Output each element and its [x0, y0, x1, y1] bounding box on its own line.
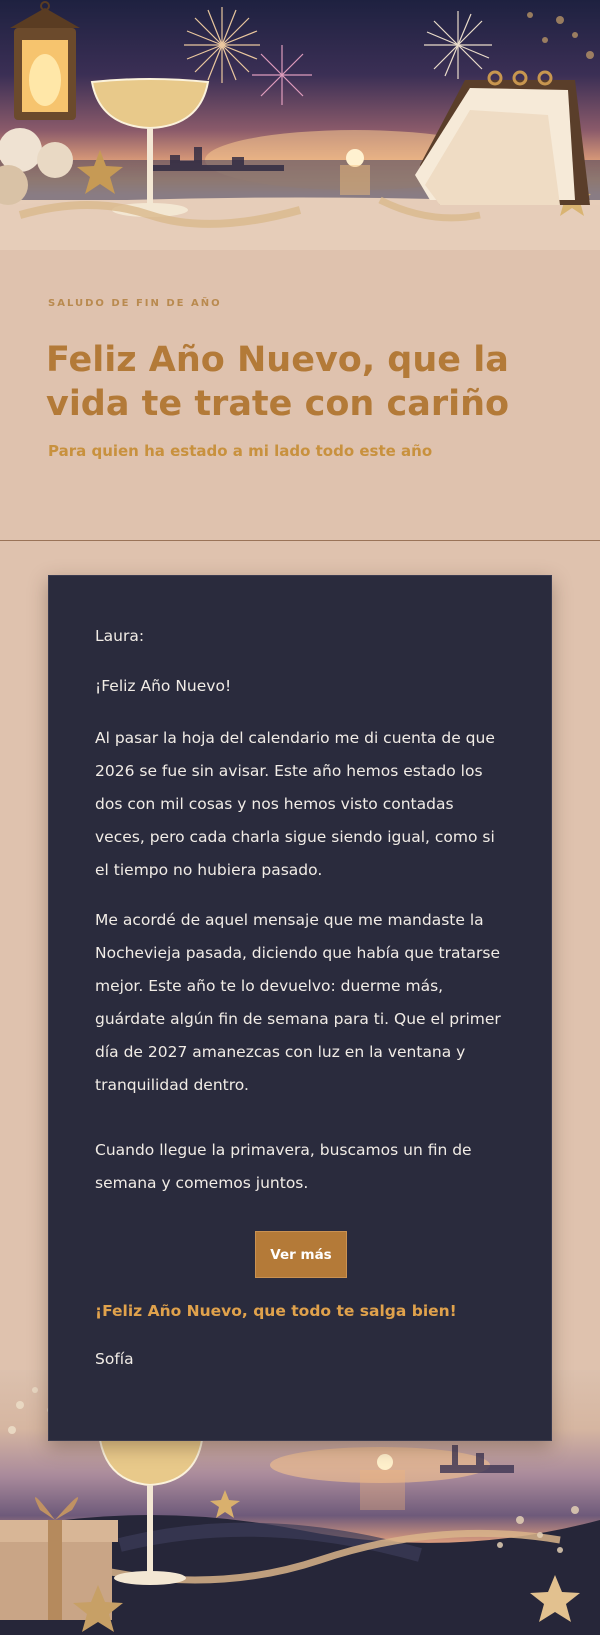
section-divider	[0, 540, 600, 541]
ver-mas-button[interactable]: Ver más	[255, 1231, 347, 1278]
calendar-icon	[415, 72, 590, 205]
letter-wish: ¡Feliz Año Nuevo!	[95, 677, 232, 695]
page-subtitle: Para quien ha estado a mi lado todo este año	[48, 442, 433, 460]
eyebrow-label: SALUDO DE FIN DE AÑO	[48, 298, 222, 309]
top-scene-illustration	[0, 0, 600, 250]
letter-greeting: Laura:	[95, 627, 145, 645]
letter-paragraph: Cuando llegue la primavera, buscamos un fin de semana y comemos juntos.	[95, 1141, 472, 1192]
page-title: Feliz Año Nuevo, que la vida te trate con cariño	[46, 340, 510, 424]
letter-closing: ¡Feliz Año Nuevo, que todo te salga bien!	[95, 1302, 457, 1320]
header-section	[0, 250, 600, 540]
letter-paragraph: Me acordé de aquel mensaje que me mandaste la Nochevieja pasada, diciendo que había que tratarse mejor. Este año te lo devuelvo: duerme más, guárdate algún fin de semana para ti. Que el primer día de 2027 amanezcas con luz en la ventana y tranquilidad dentro.	[95, 911, 501, 1094]
letter-signature: Sofía	[95, 1350, 134, 1368]
fireworks-icon	[184, 7, 492, 105]
letter-paragraph: Al pasar la hoja del calendario me di cuenta de que 2026 se fue sin avisar. Este año hemos estado los dos con mil cosas y nos hemos visto contadas veces, pero cada charla sigue siendo igual, como si el tiempo no hubiera pasado.	[95, 729, 495, 879]
lantern-icon	[10, 2, 80, 120]
top-banner-image	[0, 0, 600, 250]
letter-card	[48, 575, 552, 1441]
